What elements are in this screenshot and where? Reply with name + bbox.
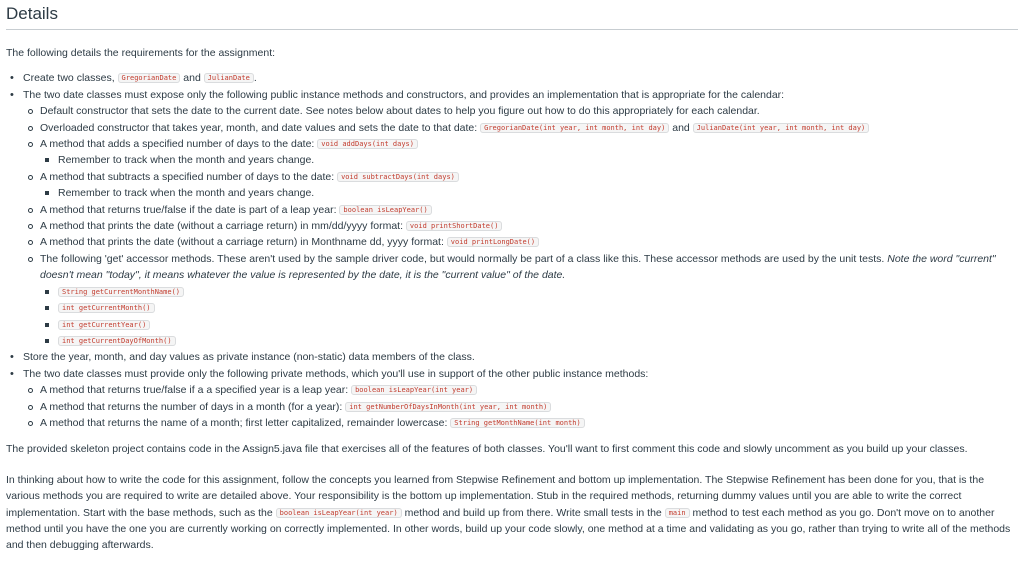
item-text: Overloaded constructor that takes year, month, and date values and sets the date to that date: xyxy=(40,121,481,134)
item-text: A method that adds a specified number of days to the date: xyxy=(40,138,318,151)
title-divider xyxy=(6,29,1018,30)
item-text: The following 'get' accessor methods. These aren't used by the sample driver code, but would normally be part of a class like this. These accessor methods are used by the unit tests. xyxy=(40,252,888,265)
list-item xyxy=(40,185,1018,201)
item-text: A method that prints the date (without a carriage return) in mm/dd/yyyy format: xyxy=(40,220,406,233)
list-item xyxy=(40,317,1018,333)
item-text: A method that returns the name of a month; first letter capitalized, remainder lowercase: xyxy=(40,416,451,429)
private-methods-list xyxy=(23,382,1018,431)
skeleton-paragraph: The provided skeleton project contains code in the Assign5.java file that exercises all of the features of both classes. You'll want to first comment this code and slowly uncomment as you build up your classes. xyxy=(6,443,968,456)
item-text: Remember to track when the month and years change. xyxy=(58,154,315,167)
item-emphasis: Note the word "current" doesn't mean "today", it means whatever the value is represented by the date, it is the "current value" of the date. xyxy=(40,252,996,282)
item-text: Store the year, month, and day values as private instance (non-static) data members of the class. xyxy=(23,351,475,364)
item-text: and xyxy=(669,121,693,134)
code-get-current-day-of-month: int getCurrentDayOfMonth() xyxy=(58,336,176,346)
code-is-leap-year-int: boolean isLeapYear(int year) xyxy=(351,385,477,395)
list-item xyxy=(23,251,1018,349)
sub-list xyxy=(40,152,1018,168)
code-get-current-year: int getCurrentYear() xyxy=(58,320,150,330)
page-title: Details xyxy=(6,4,58,23)
item-text: Default constructor that sets the date to the current date. See notes below about dates to help you figure out how to do this appropriately for each calendar. xyxy=(40,105,760,118)
code-gregorian-date: GregorianDate xyxy=(118,73,181,83)
item-text: A method that returns true/false if the date is part of a leap year: xyxy=(40,203,340,216)
item-text: . xyxy=(253,72,257,85)
item-text: A method that returns the number of days in a month (for a year): xyxy=(40,400,346,413)
code-subtract-days: void subtractDays(int days) xyxy=(337,172,459,182)
code-is-leap-year-inline: boolean isLeapYear(int year) xyxy=(276,508,402,518)
list-item xyxy=(40,152,1018,168)
code-julian-date: JulianDate xyxy=(204,73,254,83)
item-text: The two date classes must expose only the following public instance methods and constructors, and provides an implementation that is appropriate for the calendar: xyxy=(23,88,785,101)
code-print-short-date: void printShortDate() xyxy=(406,221,503,231)
list-item xyxy=(23,136,1018,169)
code-is-leap-year: boolean isLeapYear() xyxy=(339,205,431,215)
item-text: A method that prints the date (without a carriage return) in Monthname dd, yyyy format: xyxy=(40,236,447,249)
list-item xyxy=(23,103,1018,119)
list-item xyxy=(6,70,1018,86)
list-item xyxy=(23,382,1018,398)
sub-list xyxy=(40,185,1018,201)
list-item xyxy=(6,349,1018,365)
list-item xyxy=(23,169,1018,202)
code-get-current-month: int getCurrentMonth() xyxy=(58,303,155,313)
accessor-list xyxy=(40,284,1018,350)
approach-paragraph xyxy=(6,472,1018,554)
requirements-list xyxy=(6,70,1018,431)
list-item xyxy=(40,300,1018,316)
code-print-long-date: void printLongDate() xyxy=(447,237,539,247)
code-get-month-name: String getMonthName(int month) xyxy=(450,418,584,428)
paragraph-text: method to test each method as you go. Don't move on to another method until you have the one you are currently working on correctly implemented. In other words, build up your code slowly, one method at a time and validating as you go, rather than trying to write all of the methods and then debugging afterwards. xyxy=(6,506,1011,552)
public-methods-list xyxy=(23,103,1018,349)
item-text: A method that subtracts a specified number of days to the date: xyxy=(40,170,338,183)
paragraph-text: In thinking about how to write the code for this assignment, follow the concepts you learned from Stepwise Refinement and bottom up implementation. The Stepwise Refinement has been done for you, that is the various methods you are required to write are detailed above. Your responsibility is the bottom up implementation. Stub in the required methods, returning dummy values until you are able to write the correct implementation. Start with the base methods, such as the xyxy=(6,473,985,519)
code-add-days: void addDays(int days) xyxy=(317,139,418,149)
intro-text: The following details the requirements for the assignment: xyxy=(6,47,276,59)
list-item xyxy=(23,218,1018,234)
code-gregorian-constructor: GregorianDate(int year, int month, int day) xyxy=(480,123,669,133)
item-text: Remember to track when the month and years change. xyxy=(58,187,315,200)
list-item xyxy=(23,399,1018,415)
item-text: A method that returns true/false if a a specified year is a leap year: xyxy=(40,384,352,397)
code-julian-constructor: JulianDate(int year, int month, int day) xyxy=(693,123,870,133)
item-text: and xyxy=(180,72,204,85)
item-text: Create two classes, xyxy=(23,72,118,85)
paragraph-text: method and build up from there. Write small tests in the xyxy=(401,506,665,519)
code-get-number-of-days-in-month: int getNumberOfDaysInMonth(int year, int month) xyxy=(345,402,551,412)
list-item xyxy=(23,120,1018,136)
list-item xyxy=(6,366,1018,432)
list-item xyxy=(40,284,1018,300)
list-item xyxy=(40,333,1018,349)
list-item xyxy=(23,202,1018,218)
item-text: The two date classes must provide only the following private methods, which you'll use in support of the other public instance methods: xyxy=(23,367,649,380)
list-item xyxy=(23,415,1018,431)
code-main: main xyxy=(665,508,690,518)
list-item xyxy=(6,87,1018,350)
code-get-current-month-name: String getCurrentMonthName() xyxy=(58,287,184,297)
list-item xyxy=(23,234,1018,250)
